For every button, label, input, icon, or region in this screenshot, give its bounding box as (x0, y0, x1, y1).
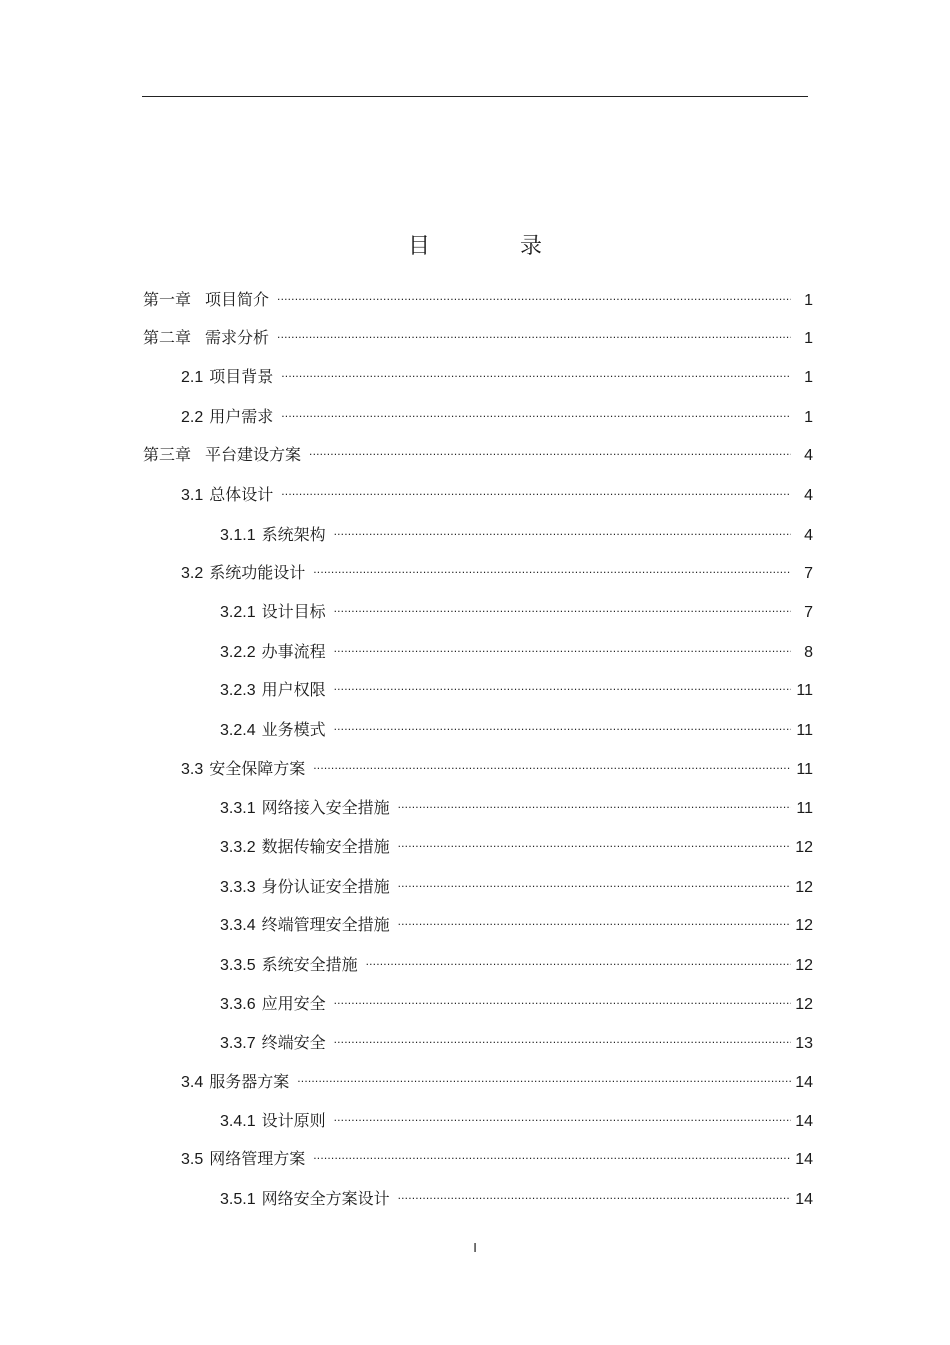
toc-leader-dots (297, 1065, 791, 1087)
toc-entry-number: 3.2.4 (220, 722, 256, 739)
toc-leader-dots (334, 595, 791, 617)
toc-entry-title: 业务模式 (261, 720, 326, 739)
toc-entry-number: 3.4 (181, 1074, 204, 1091)
toc-entry-number: 第一章 (143, 290, 192, 309)
toc-entry-title: 项目背景 (209, 367, 274, 386)
toc-leader-dots (313, 1142, 791, 1164)
toc-leader-dots (334, 635, 791, 657)
toc-entry-page: 14 (795, 1151, 813, 1168)
toc-entry-number: 3.2 (181, 565, 204, 582)
toc-entry-number: 3.3.2 (220, 839, 256, 856)
toc-entry-page: 12 (795, 957, 813, 974)
toc-entry-page: 12 (795, 879, 813, 896)
toc-entry[interactable] (181, 400, 813, 426)
toc-entry[interactable] (220, 791, 813, 817)
toc-entry-page: 4 (804, 487, 813, 504)
toc-entry-number: 3.3.7 (220, 1035, 256, 1052)
toc-entry-number: 3.3.5 (220, 957, 256, 974)
toc-entry-number: 2.1 (181, 369, 204, 386)
toc-leader-dots (334, 673, 791, 695)
toc-entry[interactable] (181, 752, 813, 778)
toc-entry-title: 项目简介 (205, 290, 270, 309)
toc-leader-dots (281, 400, 791, 422)
toc-leader-dots (281, 360, 791, 382)
toc-entry-page: 4 (804, 527, 813, 544)
toc-entry[interactable] (220, 830, 813, 856)
toc-entry-number: 3.2.1 (220, 604, 256, 621)
toc-entry-page: 1 (804, 409, 813, 426)
toc-entry-page: 11 (796, 800, 813, 817)
toc-entry-page: 12 (795, 996, 813, 1013)
toc-entry-number: 3.3.1 (220, 800, 256, 817)
toc-entry-page: 14 (795, 1074, 813, 1091)
toc-leader-dots (398, 1182, 791, 1204)
toc-leader-dots (398, 870, 791, 892)
toc-entry-title: 终端管理安全措施 (261, 915, 390, 934)
toc-entry[interactable] (181, 478, 813, 504)
toc-entry-page: 4 (804, 447, 813, 464)
toc-entry-page: 11 (796, 761, 813, 778)
toc-entry-title: 办事流程 (261, 642, 326, 661)
toc-entry[interactable] (181, 556, 813, 582)
toc-leader-dots (334, 713, 791, 735)
toc-entry[interactable] (181, 360, 813, 386)
toc-entry[interactable] (220, 1182, 813, 1208)
toc-entry[interactable] (143, 283, 813, 309)
header-rule (142, 96, 808, 97)
toc-leader-dots (334, 1026, 791, 1048)
toc-entry-title: 网络管理方案 (209, 1149, 306, 1168)
toc-leader-dots (277, 321, 791, 343)
toc-entry-title: 系统功能设计 (209, 563, 306, 582)
toc-entry-number: 3.4.1 (220, 1113, 256, 1130)
toc-entry-title: 平台建设方案 (205, 445, 302, 464)
toc-entry[interactable] (220, 870, 813, 896)
toc-entry-number: 3.3 (181, 761, 204, 778)
toc-entry-title: 总体设计 (209, 485, 274, 504)
toc-leader-dots (309, 438, 791, 460)
toc-entry-page: 1 (804, 330, 813, 347)
toc-entry-title: 系统安全措施 (261, 955, 358, 974)
toc-entry-number: 2.2 (181, 409, 204, 426)
page-number: I (473, 1240, 477, 1255)
toc-entry[interactable] (220, 1026, 813, 1052)
toc-entry-title: 用户需求 (209, 407, 274, 426)
toc-entry-page: 1 (804, 292, 813, 309)
toc-entry[interactable] (143, 438, 813, 464)
toc-entry[interactable] (181, 1065, 813, 1091)
toc-entry[interactable] (143, 321, 813, 347)
toc-entry-number: 3.5.1 (220, 1191, 256, 1208)
toc-entry-title: 设计目标 (261, 602, 326, 621)
toc-entry[interactable] (181, 1142, 813, 1168)
toc-leader-dots (366, 948, 791, 970)
toc-leader-dots (281, 478, 791, 500)
toc-entry-title: 应用安全 (261, 994, 326, 1013)
toc-entry-page: 11 (796, 682, 813, 699)
toc-entry-number: 3.3.6 (220, 996, 256, 1013)
toc-leader-dots (334, 518, 791, 540)
toc-entry[interactable] (220, 908, 813, 934)
toc-entry-page: 1 (804, 369, 813, 386)
toc-entry-number: 3.2.3 (220, 682, 256, 699)
toc-entry-number: 3.2.2 (220, 644, 256, 661)
toc-entry-page: 11 (796, 722, 813, 739)
toc-entry-number: 3.1.1 (220, 527, 256, 544)
toc-entry-page: 14 (795, 1113, 813, 1130)
toc-entry-title: 网络安全方案设计 (261, 1189, 390, 1208)
toc-leader-dots (398, 791, 791, 813)
toc-entry-title: 数据传输安全措施 (261, 837, 390, 856)
toc-entry-number: 第三章 (143, 445, 192, 464)
toc-entry[interactable] (220, 987, 813, 1013)
toc-entry-page: 7 (804, 565, 813, 582)
toc-entry-page: 8 (804, 644, 813, 661)
toc-entry-title: 服务器方案 (209, 1072, 290, 1091)
toc-leader-dots (334, 1104, 791, 1126)
toc-entry-title: 安全保障方案 (209, 759, 306, 778)
toc-leader-dots (277, 283, 791, 305)
toc-entry[interactable] (220, 948, 813, 974)
toc-entry-page: 7 (804, 604, 813, 621)
toc-entry[interactable] (220, 673, 813, 699)
toc-leader-dots (334, 987, 791, 1009)
toc-entry[interactable] (220, 1104, 813, 1130)
toc-entry[interactable] (220, 518, 813, 544)
toc-entry-number: 3.1 (181, 487, 204, 504)
toc-leader-dots (313, 752, 791, 774)
toc-entry-number: 3.5 (181, 1151, 204, 1168)
toc-entry-title: 设计原则 (261, 1111, 326, 1130)
toc-entry-number: 第二章 (143, 328, 192, 347)
toc-entry[interactable] (220, 595, 813, 621)
toc-leader-dots (398, 908, 791, 930)
toc-entry-title: 系统架构 (261, 525, 326, 544)
toc-entry-title: 用户权限 (261, 680, 326, 699)
toc-entry-title: 终端安全 (261, 1033, 326, 1052)
toc-entry-title: 身份认证安全措施 (261, 877, 390, 896)
toc-entry-page: 12 (795, 917, 813, 934)
toc-entry-page: 13 (795, 1035, 813, 1052)
toc-leader-dots (313, 556, 791, 578)
toc-entry-page: 12 (795, 839, 813, 856)
toc-entry-number: 3.3.3 (220, 879, 256, 896)
toc-entry-title: 网络接入安全措施 (261, 798, 390, 817)
toc-entry[interactable] (220, 713, 813, 739)
toc-entry-title: 需求分析 (205, 328, 270, 347)
toc-entry[interactable] (220, 635, 813, 661)
toc-entry-page: 14 (795, 1191, 813, 1208)
toc-entry-number: 3.3.4 (220, 917, 256, 934)
toc-title: 目 录 (407, 234, 576, 259)
toc-leader-dots (398, 830, 791, 852)
